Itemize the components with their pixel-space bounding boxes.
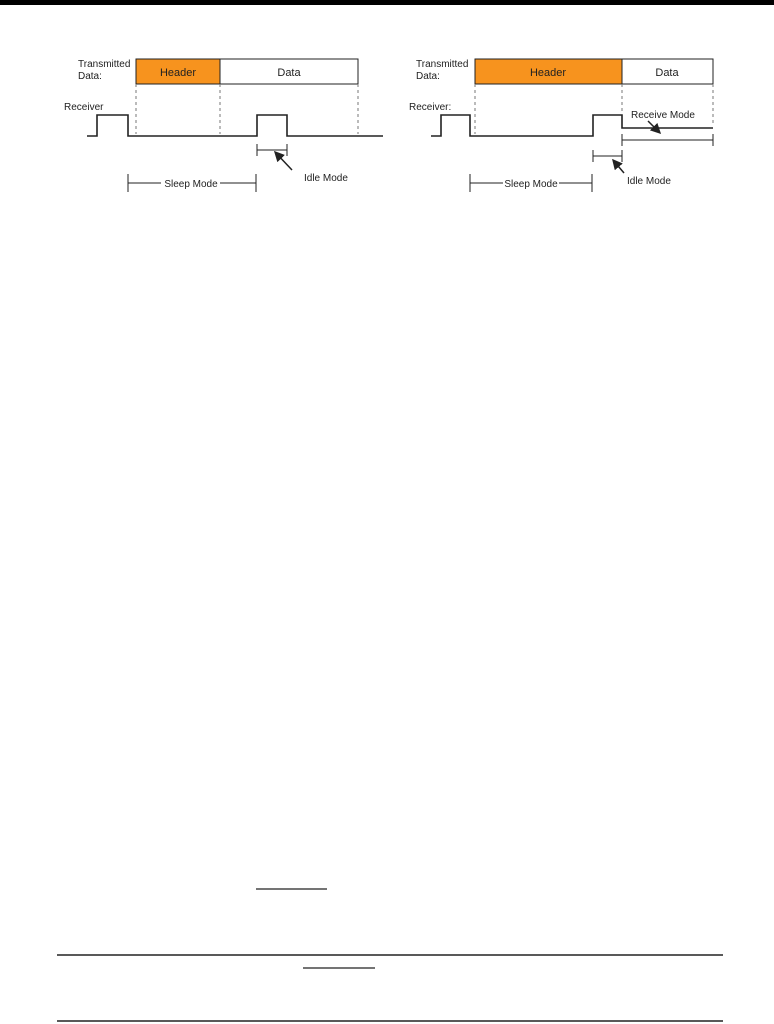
left-receiver-signal	[87, 115, 383, 136]
left-tx-label-line1: Transmitted	[78, 59, 131, 70]
right-idle-label: Idle Mode	[627, 176, 671, 187]
right-receive-arrow	[648, 121, 660, 133]
left-sleep-label: Sleep Mode	[164, 179, 218, 190]
right-tx-label-line2: Data:	[416, 71, 440, 82]
right-data-label: Data	[655, 67, 679, 79]
left-idle-label: Idle Mode	[304, 173, 348, 184]
left-diagram	[64, 59, 383, 192]
right-header-label: Header	[529, 67, 567, 79]
left-receiver-label: Receiver	[64, 102, 104, 113]
left-data-label: Data	[277, 67, 301, 79]
right-receive-label: Receive Mode	[631, 110, 695, 121]
left-idle-arrow	[275, 152, 292, 170]
right-receiver-label: Receiver:	[409, 102, 452, 113]
left-header-label: Header	[159, 67, 197, 79]
right-diagram	[409, 59, 713, 192]
right-sleep-label: Sleep Mode	[504, 179, 558, 190]
right-tx-label-line1: Transmitted	[416, 59, 469, 70]
left-tx-label-line2: Data:	[78, 71, 102, 82]
